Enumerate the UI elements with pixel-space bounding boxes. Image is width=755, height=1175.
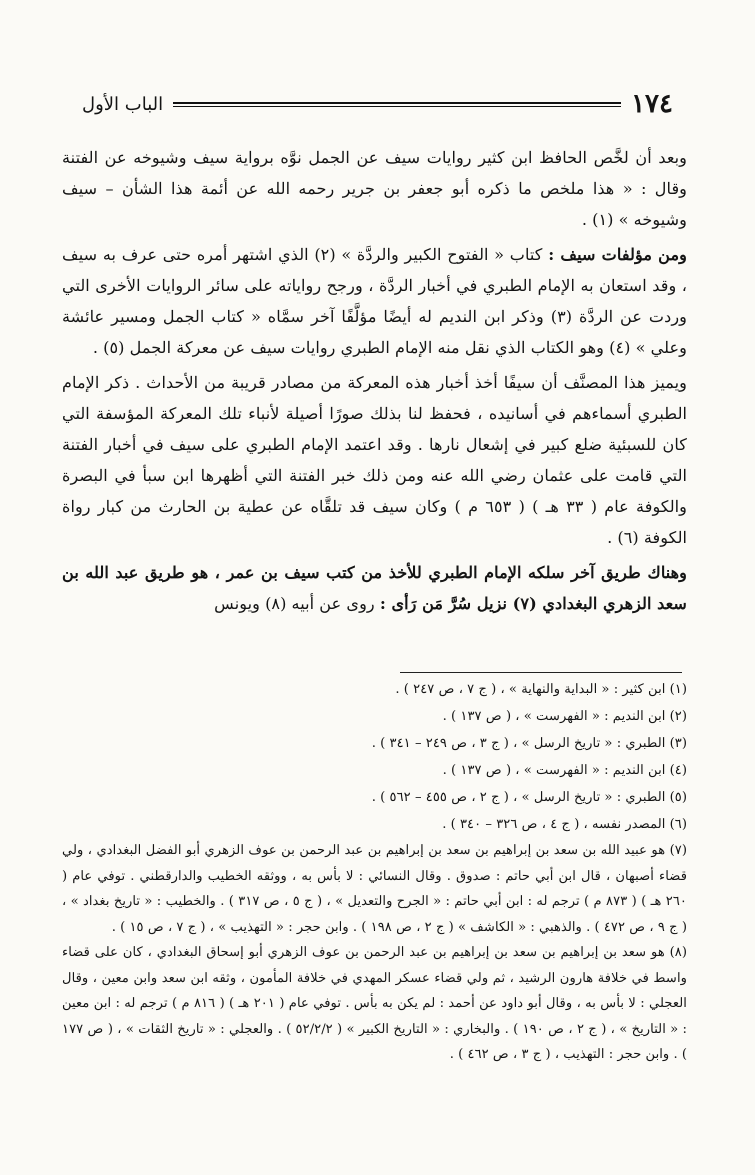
footnote-8: (٨) هو سعد بن إبراهيم بن سعد بن إبراهيم بن عبد الرحمن بن عوف الزهري أبو إسحاق البغدادي ، كان على قضاء واسط في خلافة هارون الرشيد ، ثم ولي قضاء عسكر المهدي في خلافة المأمون ، وثقه ابن سعد وابن معين ، وقال العجلي : لا بأس به ، وقال أبو داود عن أحمد : لم يكن به بأس . توفي عام ( ٢٠١ هـ ) ( ٨١٦ م ) ترجم له : ابن معين : « التاريخ » ، ( ج ٢ ، ص ١٩٠ ) . والبخاري : « التاريخ الكبير » ( ٥٢/٢/٢ ) . والعجلي : « تاريخ الثقات » ، ( ص ١٧٧ ) . وابن حجر : التهذيب ، ( ج ٣ ، ص ٤٦٢ ) . [62, 945, 687, 1062]
footnote-5: (٥) الطبري : « تاريخ الرسل » ، ( ج ٢ ، ص ٤٥٥ – ٥٦٢ ) . [371, 790, 687, 805]
paragraph-4-bold: وهناك طريق آخر سلكه الإمام الطبري للأخذ من كتب سيف بن عمر ، هو طريق عبد الله بن سعد الزهري البغدادي (٧) نزيل سُرَّ مَن رَأى : [62, 563, 687, 613]
main-text [62, 142, 687, 619]
paragraph-4 [62, 557, 687, 619]
paragraph-4-text: روى عن أبيه (٨) ويونس [214, 594, 375, 613]
chapter-title: الباب الأول [82, 93, 164, 115]
paragraph-2-lead: ومن مؤلفات سيف : [548, 245, 687, 264]
footnote-7: (٧) هو عبيد الله بن سعد بن إبراهيم بن سعد بن إبراهيم بن عبد الرحمن بن عوف الزهري أبو الفضل البغدادي ، ولي قضاء أصبهان ، قال ابن أبي حاتم : صدوق . وقال النسائي : لا بأس به ، ووثقه الخطيب والدارقطني . توفي عام ( ٢٦٠ هـ ) ( ٨٧٣ م ) ترجم له : ابن أبي حاتم : « الجرح والتعديل » ، ( ج ٥ ، ص ٣١٧ ) . والخطيب : « تاريخ بغداد » ، ( ج ٩ ، ص ٤٧٢ ) . والذهبي : « الكاشف » ( ج ٢ ، ص ١٩٨ ) . وابن حجر : « التهذيب » ، ( ج ٧ ، ص ١٥ ) . [62, 843, 687, 935]
footnotes [62, 676, 687, 1068]
paragraph-3: ويميز هذا المصنَّف أن سيفًا أخذ أخبار هذه المعركة من مصادر قريبة من الأحداث . ذكر الإمام الطبري أسماءهم في أسانيده ، فحفظ لنا بذلك صورًا أصيلة لأنباء تلك المعركة المؤسفة التي كان للسبئية ضلع كبير في إشعال نارها . وقد اعتمد الإمام الطبري على سيف في أخبار الفتنة التي قامت على عثمان رضي الله عنه ومن ذلك خبر الفتنة التي أظهرها ابن سبأ في البصرة والكوفة عام ( ٣٣ هـ ) ( ٦٥٣ م ) وكان سيف قد تلقَّاه عن عطية بن الحارث من كبار رواة الكوفة (٦) . [62, 373, 687, 547]
page-header [82, 84, 673, 124]
header-rule [173, 102, 621, 107]
footnote-3: (٣) الطبري : « تاريخ الرسل » ، ( ج ٣ ، ص ٢٤٩ – ٣٤١ ) . [371, 736, 687, 751]
paragraph-1: وبعد أن لخَّص الحافظ ابن كثير روايات سيف عن الجمل نوَّه برواية سيف وشيوخه عن الفتنة وقال : « هذا ملخص ما ذكره أبو جعفر بن جرير رحمه الله عن أئمة هذا الشأن – سيف وشيوخه » (١) . [62, 148, 687, 229]
paragraph-2-text: كتاب « الفتوح الكبير والردَّة » (٢) الذي اشتهر أمره حتى عرف به سيف ، وقد استعان به الإمام الطبري في أخبار الردَّة ، ورجح رواياته على سائر الروايات الأخرى التي وردت عن الردَّة (٣) وذكر ابن النديم له أيضًا مؤلَّفًا آخر سمَّاه « كتاب الجمل ومسير عائشة وعلي » (٤) وهو الكتاب الذي نقل منه الإمام الطبري روايات سيف عن معركة الجمل (٥) . [62, 245, 687, 357]
footnote-4: (٤) ابن النديم : « الفهرست » ، ( ص ١٣٧ ) . [442, 763, 687, 778]
footnote-2: (٢) ابن النديم : « الفهرست » ، ( ص ١٣٧ ) . [442, 709, 687, 724]
footnote-6: (٦) المصدر نفسه ، ( ج ٤ ، ص ٣٢٦ – ٣٤٠ ) . [442, 817, 687, 832]
paragraph-2 [62, 239, 687, 363]
footnote-separator [400, 672, 682, 673]
page-number: ١٧٤ [631, 89, 673, 119]
footnote-1: (١) ابن كثير : « البداية والنهاية » ، ( ج ٧ ، ص ٢٤٧ ) . [395, 682, 687, 697]
